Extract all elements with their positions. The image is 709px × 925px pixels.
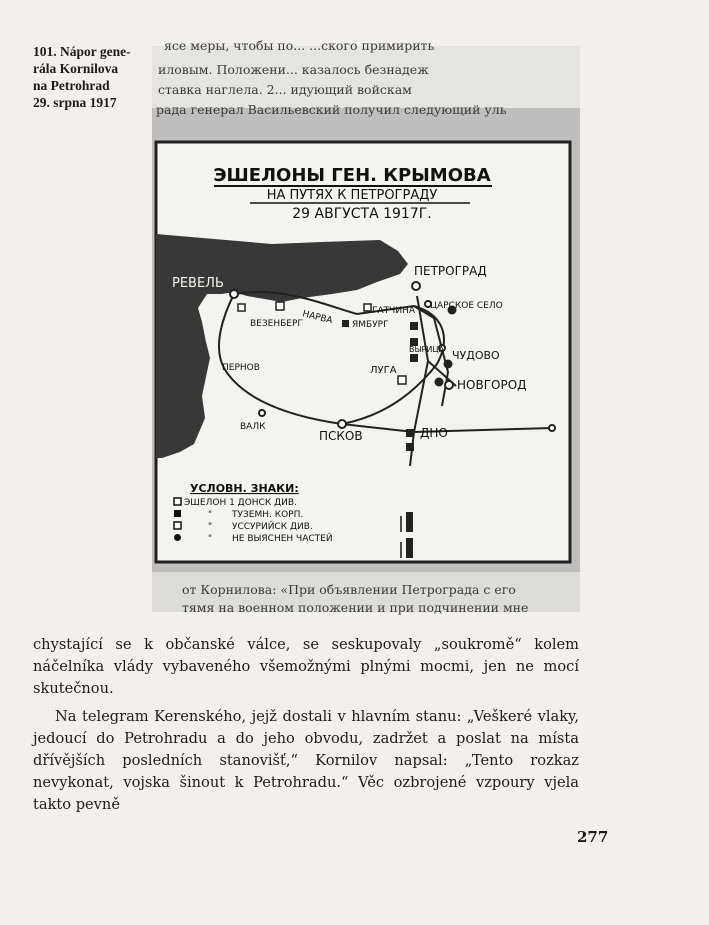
map-title: ЭШЕЛОНЫ ГЕН. КРЫМОВА [213, 165, 491, 186]
place-chudovo: ЧУДОВО [452, 349, 500, 362]
place-vezenberg: ВЕЗЕНБЕРГ [250, 319, 303, 329]
body-paragraph [33, 634, 579, 700]
legend-mark: " [208, 522, 213, 532]
map-date: 29 АВГУСТА 1917Г. [292, 206, 432, 222]
place-dno: ДНО [420, 426, 448, 440]
place-novgorod: НОВГОРОД [457, 378, 527, 392]
caption-line: na Petrohrad [33, 78, 110, 93]
legend-label: УССУРИЙСК ДИВ. [232, 522, 313, 532]
place-revel: РЕВЕЛЬ [172, 276, 224, 291]
legend-mark: " [208, 510, 213, 520]
place-narva: НАРВА [301, 309, 334, 327]
legend-label: НЕ ВЫЯСНЕН ЧАСТЕЙ [232, 534, 333, 544]
map-subtitle: НА ПУТЯХ К ПЕТРОГРАДУ [266, 188, 438, 203]
place-gatchina: ГАТЧИНА [372, 306, 415, 316]
body-paragraph [33, 706, 579, 816]
place-vyritsa: ВЫРИЦА [409, 345, 445, 354]
place-yamburg: ЯМБУРГ [352, 320, 389, 330]
newspaper-line: ясе меры, чтобы по... ...ского примирить [164, 38, 435, 53]
legend-label: ЭШЕЛОН 1 ДОНСК ДИВ. [184, 498, 297, 508]
newspaper-line: от Корнилова: «При объявлении Петрограда с его [182, 582, 516, 597]
legend-mark: " [208, 534, 213, 544]
map-figure [152, 38, 580, 615]
place-valk: ВАЛК [240, 422, 266, 432]
legend-label: ТУЗЕМН. КОРП. [232, 510, 304, 520]
place-pernov: ПЕРНОВ [222, 363, 260, 373]
page-number: 277 [577, 828, 609, 846]
figure-caption [33, 43, 151, 111]
newspaper-line: рада генерал Васильевский получил следующий уль [156, 102, 507, 117]
caption-line: 101. Nápor gene- [33, 44, 131, 59]
caption-line: rála Kornilova [33, 61, 119, 76]
paragraph-text: Na telegram Kerenského, jejž dostali v hlavním stanu: „Veškeré vlaky, jedoucí do Petrohradu a do jeho obvodu, zadržet a poslat na místa dřívějších posledních stanovišť,“ Kornilov napsal: „Tento rozkaz nevykonat, vojska šinout k Petrohradu.“ Věc ozbrojené vzpoury vjela takto pevně [33, 708, 579, 813]
place-tsarskoe: ЦАРСКОЕ СЕЛО [430, 301, 503, 311]
place-petrograd: ПЕТРОГРАД [414, 264, 487, 278]
place-pskov: ПСКОВ [319, 429, 363, 443]
newspaper-line: иловым. Положени... казалось безнадеж [158, 62, 429, 77]
legend-title: УСЛОВН. ЗНАКИ: [190, 482, 299, 495]
place-luga: ЛУГА [370, 365, 397, 376]
newspaper-line: ставка наглела. 2... идующий войскам [158, 82, 412, 97]
caption-line: 29. srpna 1917 [33, 95, 117, 110]
paragraph-text: chystající se k občanské válce, se seskupovaly „soukromě“ kolem náčelníka vlády vybaveného všemožnými plnými mocmi, jen ne mocí skutečnou. [33, 636, 579, 697]
newspaper-line: тямя на военном положении и при подчинении мне [182, 600, 529, 615]
